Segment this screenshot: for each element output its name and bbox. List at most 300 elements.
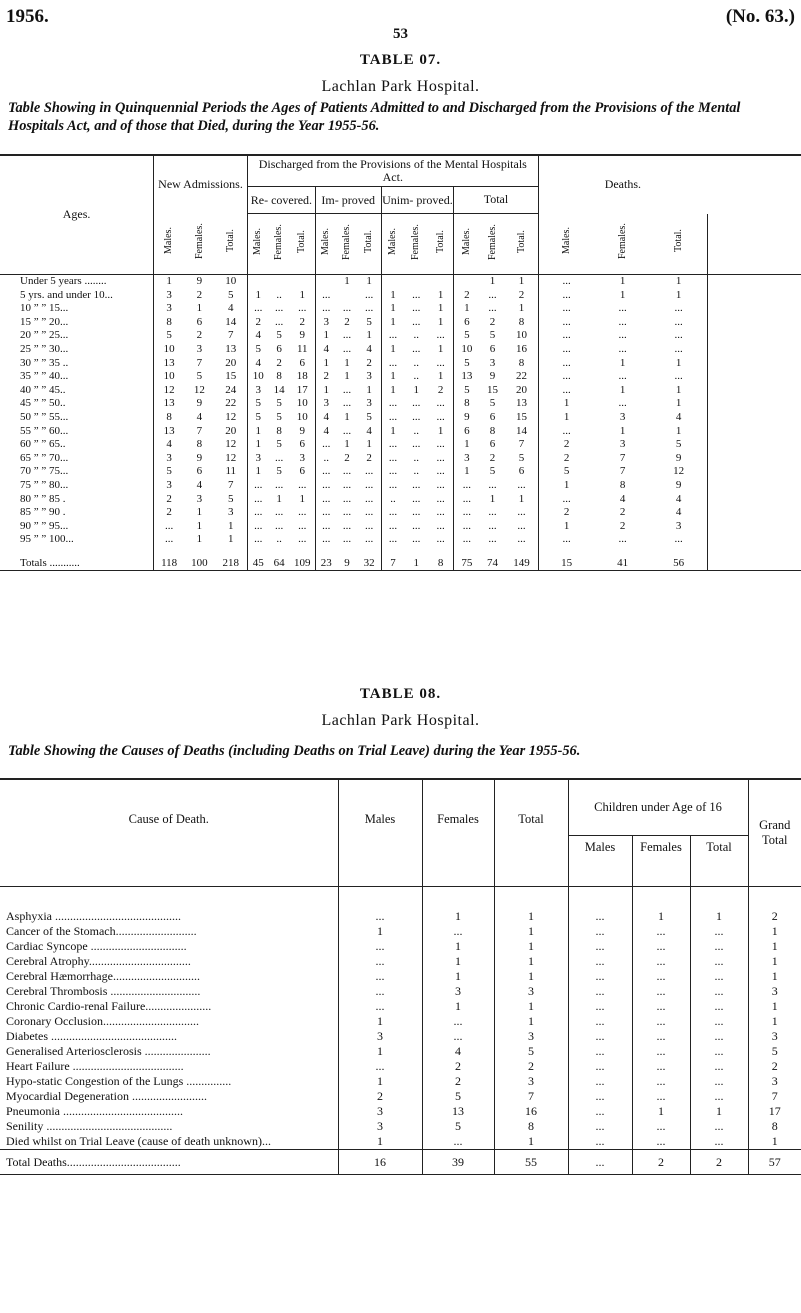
value-cell: 1 <box>344 370 350 383</box>
cause-cell: Heart Failure ..................................... <box>0 1059 338 1074</box>
value-cell: 10 <box>163 370 175 383</box>
value-cell: 13 <box>215 343 248 357</box>
value-cell: .. <box>413 424 419 437</box>
value-cell: 1 <box>323 383 329 396</box>
value-cell: ... <box>690 999 748 1014</box>
value-cell: ... <box>388 356 398 369</box>
value-cell: 2 <box>290 316 316 330</box>
value-cell: 7 <box>215 329 248 343</box>
value-cell: 1 <box>494 924 568 939</box>
value-cell: ... <box>568 1029 632 1044</box>
value-cell: .. <box>413 329 419 342</box>
value-cell: 1 <box>422 909 494 924</box>
value-cell: 39 <box>422 1150 494 1175</box>
value-cell: 4 <box>651 506 707 520</box>
value-cell: 5 <box>255 410 261 423</box>
value-cell: 2 <box>632 1150 690 1175</box>
value-cell: ... <box>290 520 316 534</box>
value-cell: 1 <box>255 424 261 437</box>
value-cell: 5 <box>255 397 261 410</box>
col-grand-total: Grand Total <box>748 779 801 887</box>
value-cell: 8 <box>428 547 454 571</box>
value-cell: ... <box>568 1134 632 1150</box>
value-cell: 5 <box>276 329 282 342</box>
value-cell: ... <box>690 1134 748 1150</box>
value-cell: ... <box>342 342 352 355</box>
age-cell: 55 ” ” 60... <box>0 425 154 439</box>
value-cell: .. <box>276 288 282 301</box>
subheader-total: Total. <box>515 230 527 254</box>
subheader-females: Females. <box>486 223 498 260</box>
value-cell: 1 <box>489 275 496 287</box>
value-cell: 5 <box>489 397 496 410</box>
value-cell: 7 <box>215 479 248 493</box>
value-cell: 11 <box>215 465 248 479</box>
value-cell: 1 <box>358 275 381 289</box>
value-cell: 2 <box>422 1074 494 1089</box>
value-cell: 3 <box>255 383 261 396</box>
value-cell: ... <box>690 1074 748 1089</box>
value-cell <box>428 275 454 289</box>
value-cell: 1 <box>413 383 419 396</box>
value-cell: 6 <box>489 438 496 451</box>
value-cell: ... <box>462 478 472 491</box>
age-cell: 60 ” ” 65.. <box>0 438 154 452</box>
value-cell: ... <box>422 924 494 939</box>
age-cell: 50 ” ” 55... <box>0 411 154 425</box>
value-cell: 1 <box>196 519 203 532</box>
subheader-total: Total. <box>672 230 684 253</box>
value-cell: 3 <box>255 451 261 464</box>
value-cell: 4 <box>422 1044 494 1059</box>
table-row <box>0 493 801 507</box>
value-cell: ... <box>568 909 632 924</box>
value-cell: 5 <box>166 465 172 478</box>
value-cell: ... <box>505 520 538 534</box>
value-cell: 6 <box>290 357 316 371</box>
value-cell: 5 <box>276 410 282 423</box>
value-cell: 1 <box>771 1014 778 1028</box>
value-cell: 9 <box>464 410 470 423</box>
value-cell: 1 <box>632 909 690 924</box>
value-cell: 1 <box>390 342 396 355</box>
value-cell: ... <box>358 465 381 479</box>
value-cell: ... <box>274 451 284 464</box>
value-cell: 3 <box>338 1029 422 1044</box>
value-cell: 15 <box>561 556 573 569</box>
value-cell: ... <box>632 1089 690 1104</box>
value-cell: 1 <box>422 969 494 984</box>
table-row <box>0 425 801 439</box>
value-cell: 1 <box>390 370 396 383</box>
value-cell: 149 <box>505 547 538 571</box>
value-cell: 12 <box>193 383 205 396</box>
col-cause: Cause of Death. <box>0 779 338 887</box>
value-cell: 1 <box>690 909 748 924</box>
value-cell: ... <box>338 969 422 984</box>
value-cell: ... <box>568 924 632 939</box>
value-cell: 6 <box>196 315 203 328</box>
age-cell: 65 ” ” 70... <box>0 452 154 466</box>
value-cell: 1 <box>563 519 570 532</box>
value-cell: 14 <box>273 383 285 396</box>
value-cell: 6 <box>489 342 496 355</box>
value-cell: ... <box>562 302 571 315</box>
table-row <box>0 1119 801 1134</box>
value-cell: 13 <box>461 370 473 383</box>
value-cell: ... <box>618 397 627 410</box>
value-cell: 10 <box>163 342 175 355</box>
value-cell: ... <box>690 1059 748 1074</box>
value-cell: 45 <box>252 556 264 569</box>
value-cell: ... <box>358 520 381 534</box>
value-cell: ... <box>632 1059 690 1074</box>
subheader-total: Total. <box>296 230 308 254</box>
value-cell: ... <box>388 533 398 546</box>
value-cell: ... <box>412 315 421 328</box>
value-cell: 1 <box>563 397 570 410</box>
value-cell: ... <box>322 492 331 505</box>
col-children-females: Females <box>632 836 690 887</box>
value-cell: 3 <box>323 315 329 328</box>
value-cell: ... <box>690 939 748 954</box>
value-cell: 13 <box>163 424 175 437</box>
table-row <box>0 465 801 479</box>
value-cell: 4 <box>651 411 707 425</box>
value-cell: 1 <box>196 506 203 519</box>
value-cell: 5 <box>771 1044 778 1058</box>
value-cell: ... <box>568 1119 632 1134</box>
value-cell: 1 <box>494 909 568 924</box>
value-cell: 1 <box>390 424 396 437</box>
value-cell: 5 <box>505 452 538 466</box>
col-females: Females <box>422 779 494 887</box>
value-cell: ... <box>562 370 571 383</box>
value-cell: 1 <box>494 939 568 954</box>
value-cell: 4 <box>358 343 381 357</box>
value-cell: 1 <box>619 288 626 301</box>
table-row <box>0 452 801 466</box>
value-cell: 1 <box>344 275 350 287</box>
value-cell: 18 <box>290 370 316 384</box>
value-cell: 1 <box>338 1134 422 1150</box>
value-cell: ... <box>342 519 352 532</box>
value-cell: 8 <box>464 397 470 410</box>
value-cell: 2 <box>166 492 172 505</box>
value-cell: 7 <box>390 556 396 569</box>
value-cell: ... <box>505 533 538 547</box>
value-cell: 6 <box>489 410 496 423</box>
value-cell: ... <box>618 315 627 328</box>
value-cell: ... <box>562 533 571 546</box>
age-cell: Under 5 years ........ <box>0 275 154 289</box>
value-cell: 15 <box>215 370 248 384</box>
value-cell: 1 <box>413 556 419 569</box>
value-cell: ... <box>618 342 627 355</box>
value-cell: 10 <box>290 397 316 411</box>
value-cell: 6 <box>464 315 470 328</box>
col-discharged: Discharged from the Provisions of the Mental Hospitals Act. <box>247 155 538 187</box>
value-cell: 1 <box>563 410 570 423</box>
table-row <box>0 999 801 1014</box>
value-cell: 3 <box>358 370 381 384</box>
value-cell: 7 <box>619 451 626 464</box>
value-cell: 15 <box>505 411 538 425</box>
value-cell: 1 <box>563 478 570 491</box>
value-cell: 2 <box>344 315 350 328</box>
value-cell: ... <box>568 1074 632 1089</box>
value-cell: ... <box>568 969 632 984</box>
value-cell: ... <box>690 924 748 939</box>
value-cell: 1 <box>276 492 282 505</box>
value-cell: ... <box>488 302 497 315</box>
table-row <box>0 343 801 357</box>
value-cell: ... <box>358 506 381 520</box>
value-cell: 2 <box>690 1150 748 1175</box>
value-cell: ... <box>690 1044 748 1059</box>
value-cell: 7 <box>771 1089 778 1103</box>
value-cell: 8 <box>619 478 626 491</box>
table-row <box>0 924 801 939</box>
value-cell: ... <box>322 302 331 315</box>
value-cell: ... <box>358 302 381 316</box>
value-cell: 2 <box>619 506 626 519</box>
value-cell: ... <box>488 506 497 519</box>
subheader-males: Males. <box>320 228 332 256</box>
value-cell: ... <box>428 357 454 371</box>
table07-label: TABLE 07. <box>359 52 442 68</box>
total-deaths-label: Total Deaths...................................... <box>0 1150 338 1175</box>
value-cell: 6 <box>290 465 316 479</box>
value-cell: 1 <box>338 1074 422 1089</box>
value-cell: 8 <box>276 424 282 437</box>
value-cell: ... <box>422 1134 494 1150</box>
value-cell: 1 <box>323 329 329 342</box>
value-cell: ... <box>274 315 284 328</box>
value-cell: ... <box>412 342 421 355</box>
value-cell: ... <box>632 954 690 969</box>
value-cell: 1 <box>651 397 707 411</box>
value-cell: ... <box>651 329 707 343</box>
col-total: Total <box>454 187 538 214</box>
value-cell: ... <box>632 1074 690 1089</box>
value-cell: ... <box>618 329 627 342</box>
value-cell: ... <box>651 370 707 384</box>
value-cell: 5 <box>276 438 282 451</box>
value-cell: ... <box>254 302 263 315</box>
col-males: Males <box>338 779 422 887</box>
value-cell: 7 <box>505 438 538 452</box>
table-row <box>0 397 801 411</box>
value-cell: ... <box>338 1059 422 1074</box>
value-cell: 8 <box>276 370 282 383</box>
table-row <box>0 969 801 984</box>
value-cell <box>290 275 316 289</box>
cause-cell: Diabetes .......................................... <box>0 1029 338 1044</box>
value-cell <box>454 275 480 289</box>
table-row <box>0 939 801 954</box>
value-cell: 1 <box>619 275 626 287</box>
value-cell: 4 <box>196 478 203 491</box>
table-row <box>0 1014 801 1029</box>
value-cell: ... <box>388 438 398 451</box>
value-cell: 1 <box>464 302 470 315</box>
value-cell: 1 <box>428 425 454 439</box>
value-cell: 1 <box>494 1014 568 1029</box>
value-cell: 3 <box>166 451 172 464</box>
value-cell: .. <box>413 370 419 383</box>
table-row <box>0 384 801 398</box>
value-cell: 1 <box>428 302 454 316</box>
value-cell: 118 <box>161 556 178 569</box>
table-row <box>0 411 801 425</box>
value-cell: ... <box>164 519 174 532</box>
value-cell: 5 <box>464 329 470 342</box>
value-cell: 3 <box>494 984 568 999</box>
value-cell: ... <box>488 533 497 546</box>
value-cell: ... <box>651 533 707 547</box>
value-cell: ... <box>274 302 284 315</box>
value-cell: 3 <box>771 984 778 998</box>
table08-hospital: Lachlan Park Hospital. <box>321 712 480 729</box>
value-cell: 1 <box>344 356 350 369</box>
value-cell: ... <box>322 438 331 451</box>
value-cell: 8 <box>166 410 172 423</box>
table-row <box>0 275 801 289</box>
table-row <box>0 357 801 371</box>
value-cell: ... <box>632 939 690 954</box>
age-cell: 25 ” ” 30... <box>0 343 154 357</box>
value-cell: 1 <box>338 1014 422 1029</box>
value-cell: ... <box>254 519 263 532</box>
value-cell: ... <box>568 1014 632 1029</box>
value-cell: ... <box>388 465 398 478</box>
value-cell: 1 <box>422 999 494 1014</box>
value-cell: 2 <box>771 1059 778 1073</box>
value-cell: 2 <box>563 506 570 519</box>
value-cell: 1 <box>651 384 707 398</box>
value-cell: 32 <box>358 547 381 571</box>
value-cell: 1 <box>255 438 261 451</box>
value-cell: 12 <box>215 452 248 466</box>
value-cell: 4 <box>323 342 329 355</box>
value-cell: 1 <box>255 465 261 478</box>
value-cell: 1 <box>619 356 626 369</box>
value-cell: 1 <box>651 357 707 371</box>
value-cell: 13 <box>505 397 538 411</box>
value-cell: ... <box>322 478 331 491</box>
value-cell: ... <box>322 465 331 478</box>
value-cell: ... <box>388 410 398 423</box>
value-cell: 1 <box>390 288 396 301</box>
value-cell: 5 <box>255 342 261 355</box>
table-row <box>0 533 801 547</box>
value-cell: 1 <box>464 465 470 478</box>
value-cell: 7 <box>619 465 626 478</box>
value-cell: ... <box>428 411 454 425</box>
year-label: 1956. <box>6 6 49 27</box>
value-cell: 2 <box>494 1059 568 1074</box>
value-cell: 6 <box>464 424 470 437</box>
value-cell: ... <box>568 999 632 1014</box>
value-cell: 75 <box>461 556 473 569</box>
value-cell: ... <box>274 478 284 491</box>
cause-cell: Coronary Occlusion................................ <box>0 1014 338 1029</box>
value-cell: 3 <box>338 1119 422 1134</box>
value-cell: ... <box>562 315 571 328</box>
value-cell: ... <box>690 1014 748 1029</box>
value-cell <box>269 275 290 289</box>
value-cell: ... <box>254 492 263 505</box>
value-cell: ... <box>274 506 284 519</box>
value-cell: ... <box>290 506 316 520</box>
value-cell: 4 <box>651 493 707 507</box>
value-cell: ... <box>488 519 497 532</box>
value-cell: 1 <box>344 410 350 423</box>
value-cell: ... <box>462 506 472 519</box>
value-cell: ... <box>428 465 454 479</box>
value-cell: 1 <box>428 343 454 357</box>
value-cell: 5 <box>215 289 248 303</box>
value-cell: ... <box>254 506 263 519</box>
value-cell: 13 <box>163 356 175 369</box>
value-cell: 57 <box>748 1150 801 1175</box>
value-cell: 1 <box>358 329 381 343</box>
value-cell: 12 <box>215 438 248 452</box>
value-cell: 5 <box>651 438 707 452</box>
value-cell: 16 <box>338 1150 422 1175</box>
value-cell: 41 <box>617 556 629 569</box>
value-cell: 2 <box>276 356 282 369</box>
value-cell: 9 <box>651 479 707 493</box>
value-cell: 6 <box>196 465 203 478</box>
value-cell: ... <box>388 519 398 532</box>
value-cell: 10 <box>505 329 538 343</box>
value-cell: 1 <box>771 1134 778 1148</box>
value-cell: .. <box>390 492 396 505</box>
cause-cell: Cancer of the Stomach........................... <box>0 924 338 939</box>
subheader-males: Males. <box>387 228 399 256</box>
value-cell: 74 <box>486 556 498 569</box>
value-cell: 1 <box>505 302 538 316</box>
value-cell: ... <box>428 493 454 507</box>
value-cell: 22 <box>215 397 248 411</box>
value-cell: 2 <box>505 289 538 303</box>
value-cell: 1 <box>390 383 396 396</box>
value-cell: 1 <box>338 924 422 939</box>
value-cell: ... <box>568 954 632 969</box>
value-cell: ... <box>428 506 454 520</box>
value-cell: ... <box>568 1059 632 1074</box>
value-cell: 9 <box>196 397 203 410</box>
value-cell: 218 <box>215 547 248 571</box>
value-cell: ... <box>462 492 472 505</box>
value-cell: 23 <box>320 556 332 569</box>
value-cell: ... <box>428 397 454 411</box>
table07 <box>0 154 801 571</box>
value-cell <box>381 275 404 289</box>
value-cell: 2 <box>422 1059 494 1074</box>
value-cell <box>405 275 428 289</box>
value-cell: 4 <box>166 438 172 451</box>
value-cell: .. <box>323 451 329 464</box>
value-cell: 17 <box>768 1104 781 1118</box>
total-deaths-row <box>0 1150 801 1175</box>
table-row <box>0 329 801 343</box>
age-cell: 90 ” ” 95... <box>0 520 154 534</box>
value-cell: ... <box>342 424 352 437</box>
table-row <box>0 1029 801 1044</box>
